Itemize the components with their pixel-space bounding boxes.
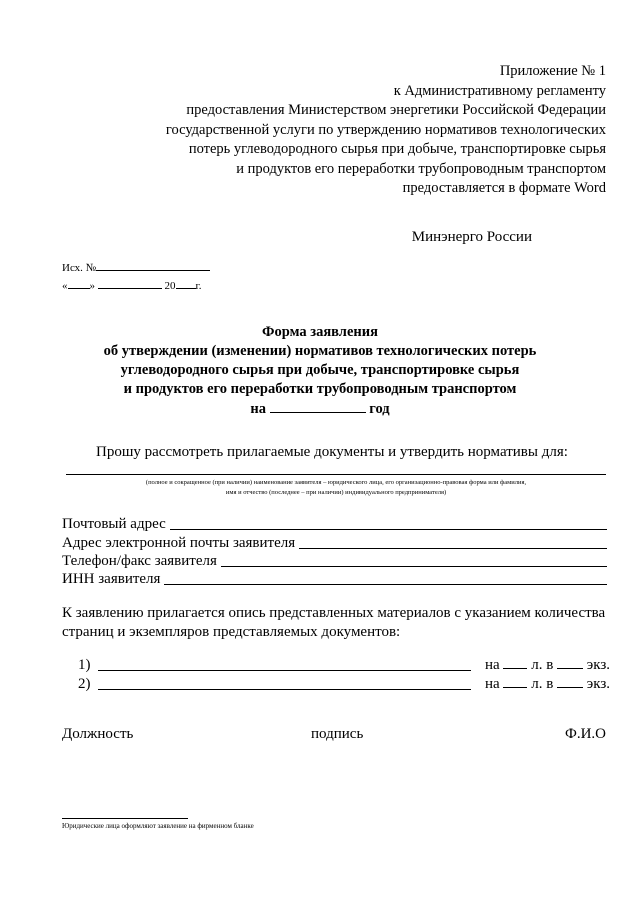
item-number: 2) bbox=[78, 676, 91, 692]
inn-label: ИНН заявителя bbox=[62, 571, 161, 587]
date-year-prefix: 20 bbox=[164, 280, 176, 292]
phone-row bbox=[62, 552, 607, 570]
phone-label: Телефон/факс заявителя bbox=[62, 553, 217, 569]
attachment-text: К заявлению прилагается опись представленных материалов с указанием количества страниц и экземпляров представляемых документов: bbox=[62, 605, 606, 640]
outgoing-number-field[interactable] bbox=[96, 259, 210, 271]
appendix-header bbox=[166, 62, 606, 199]
outgoing-date-row bbox=[62, 277, 210, 295]
email-field[interactable] bbox=[299, 534, 607, 549]
item-copies-label: экз. bbox=[586, 657, 610, 673]
copies-field[interactable] bbox=[557, 675, 583, 688]
applicant-note-line: имя и отчество (последнее – при наличии) индивидуального предпринимателя) bbox=[225, 489, 447, 496]
pages-field[interactable] bbox=[503, 656, 527, 669]
outgoing-block bbox=[62, 259, 210, 295]
title-line: об утверждении (изменении) нормативов технологических потерь bbox=[103, 343, 537, 359]
item-number: 1) bbox=[78, 657, 91, 673]
item-tail bbox=[471, 675, 610, 693]
date-year-suffix: г. bbox=[195, 280, 202, 292]
inn-row bbox=[62, 570, 607, 588]
title-year-field[interactable] bbox=[270, 399, 366, 413]
appendix-line: к Административному регламенту bbox=[393, 82, 606, 99]
date-year-field[interactable] bbox=[176, 277, 196, 289]
inn-field[interactable] bbox=[164, 570, 607, 585]
title-line: Форма заявления bbox=[262, 324, 378, 340]
item-on-label: на bbox=[485, 657, 500, 673]
footnote-separator bbox=[62, 818, 188, 819]
applicant-name-field[interactable] bbox=[66, 474, 606, 475]
item-pages-label: л. в bbox=[531, 657, 554, 673]
document-item bbox=[78, 675, 610, 693]
applicant-note-line: (полное и сокращенное (при наличии) наименование заявителя – юридического лица, его организационно-правовая форма или фамилия, bbox=[145, 479, 527, 486]
appendix-line: потерь углеводородного сырья при добыче, транспортировке сырья bbox=[188, 141, 606, 157]
copies-field[interactable] bbox=[557, 656, 583, 669]
recipient-ministry: Минэнерго России bbox=[411, 229, 532, 245]
title-line: и продуктов его переработки трубопроводным транспортом bbox=[123, 381, 517, 397]
postal-address-row bbox=[62, 515, 607, 533]
title-year-row bbox=[0, 399, 640, 419]
phone-field[interactable] bbox=[221, 552, 607, 567]
appendix-line: предоставляется в формате Word bbox=[402, 180, 606, 196]
applicant-name-note bbox=[66, 478, 606, 498]
date-day-field[interactable] bbox=[68, 277, 90, 289]
outgoing-number-label: Исх. № bbox=[62, 262, 97, 274]
position-label: Должность bbox=[62, 726, 134, 742]
title-on-label: на bbox=[250, 401, 266, 417]
item-on-label: на bbox=[485, 676, 500, 692]
date-close-quote: » bbox=[89, 280, 95, 292]
signature-label: подпись bbox=[311, 726, 364, 742]
email-row bbox=[62, 534, 607, 552]
item-tail bbox=[471, 656, 610, 674]
appendix-line: Приложение № 1 bbox=[499, 63, 606, 79]
form-title bbox=[0, 323, 640, 419]
item-pages-label: л. в bbox=[531, 676, 554, 692]
postal-address-field[interactable] bbox=[170, 515, 607, 530]
item-copies-label: экз. bbox=[586, 676, 610, 692]
appendix-line: предоставления Министерством энергетики Российской Федерации bbox=[186, 102, 606, 118]
appendix-line: и продуктов его переработки трубопроводным транспортом bbox=[236, 160, 606, 177]
title-year-label: год bbox=[369, 401, 390, 417]
request-text: Прошу рассмотреть прилагаемые документы и утвердить нормативы для: bbox=[96, 444, 568, 460]
document-name-field[interactable] bbox=[98, 656, 471, 671]
document-name-field[interactable] bbox=[98, 675, 471, 690]
date-month-field[interactable] bbox=[98, 277, 162, 289]
outgoing-number-row bbox=[62, 259, 210, 277]
email-label: Адрес электронной почты заявителя bbox=[62, 535, 296, 551]
pages-field[interactable] bbox=[503, 675, 527, 688]
full-name-label: Ф.И.О bbox=[564, 726, 606, 742]
postal-address-label: Почтовый адрес bbox=[62, 516, 166, 532]
date-open-quote: « bbox=[62, 280, 68, 292]
footnote: Юридические лица оформляют заявление на фирменном бланке bbox=[62, 822, 254, 830]
title-line: углеводородного сырья при добыче, транспортировке сырья bbox=[120, 362, 520, 378]
document-item bbox=[78, 656, 610, 674]
appendix-line: государственной услуги по утверждению нормативов технологических bbox=[165, 121, 606, 138]
